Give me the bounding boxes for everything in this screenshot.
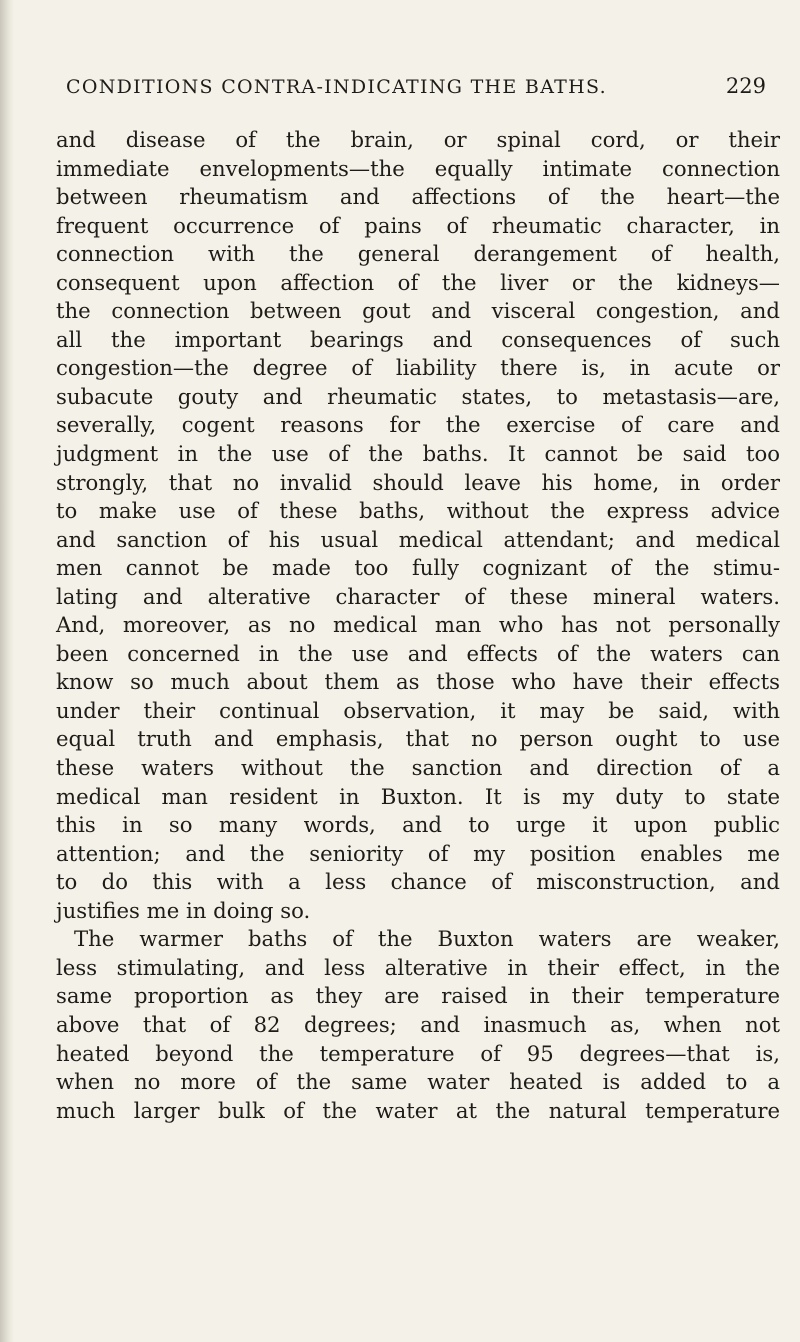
text-line: these waters without the sanction and direction of a <box>56 755 780 781</box>
body-text <box>56 126 780 1125</box>
text-line: between rheumatism and affections of the heart—the <box>56 184 780 210</box>
text-line: immediate envelopments—the equally intimate connection <box>56 155 780 181</box>
text-line: same proportion as they are raised in their temperature <box>56 983 780 1009</box>
text-line: severally, cogent reasons for the exercise of care and <box>56 412 780 438</box>
text-line: to make use of these baths, without the express advice <box>56 498 780 524</box>
page-gutter-shadow <box>0 0 14 1342</box>
text-line: The warmer baths of the Buxton waters are weaker, <box>74 926 780 952</box>
text-line: medical man resident in Buxton. It is my duty to state <box>56 783 780 809</box>
text-line: under their continual observation, it may be said, with <box>56 697 780 723</box>
text-line: heated beyond the temperature of 95 degrees—that is, <box>56 1040 780 1066</box>
text-line: strongly, that no invalid should leave his home, in order <box>56 469 780 495</box>
text-line: equal truth and emphasis, that no person ought to use <box>56 726 780 752</box>
text-line: less stimulating, and less alterative in their effect, in the <box>56 954 780 980</box>
page-number: 229 <box>725 74 766 98</box>
running-head: CONDITIONS CONTRA-INDICATING THE BATHS. <box>66 76 607 98</box>
text-line: been concerned in the use and effects of the waters can <box>56 640 780 666</box>
text-line: attention; and the seniority of my position enables me <box>56 840 780 866</box>
text-line: And, moreover, as no medical man who has not personally <box>56 612 780 638</box>
text-line: and sanction of his usual medical attendant; and medical <box>56 526 780 552</box>
text-line: when no more of the same water heated is added to a <box>56 1069 780 1095</box>
text-line: consequent upon affection of the liver or the kidneys— <box>56 269 780 295</box>
text-line: congestion—the degree of liability there is, in acute or <box>56 355 780 381</box>
text-line: men cannot be made too fully cognizant of the stimu- <box>56 555 780 581</box>
text-line: justifies me in doing so. <box>56 897 311 923</box>
text-line: judgment in the use of the baths. It cannot be said too <box>56 441 780 467</box>
text-line: know so much about them as those who have their effects <box>56 669 780 695</box>
page-header <box>66 74 766 98</box>
text-line: subacute gouty and rheumatic states, to metastasis—are, <box>56 383 780 409</box>
text-line: and disease of the brain, or spinal cord, or their <box>56 127 780 152</box>
text-line: connection with the general derangement of health, <box>56 241 780 267</box>
text-line: lating and alterative character of these mineral waters. <box>56 583 780 609</box>
text-line: frequent occurrence of pains of rheumatic character, in <box>56 212 780 238</box>
text-line: to do this with a less chance of misconstruction, and <box>56 869 780 895</box>
text-line: much larger bulk of the water at the natural temperature <box>56 1097 780 1123</box>
text-line: all the important bearings and consequences of such <box>56 326 780 352</box>
text-line: this in so many words, and to urge it upon public <box>56 812 780 838</box>
text-line: the connection between gout and visceral congestion, and <box>56 298 780 324</box>
text-line: above that of 82 degrees; and inasmuch as, when not <box>56 1011 780 1037</box>
